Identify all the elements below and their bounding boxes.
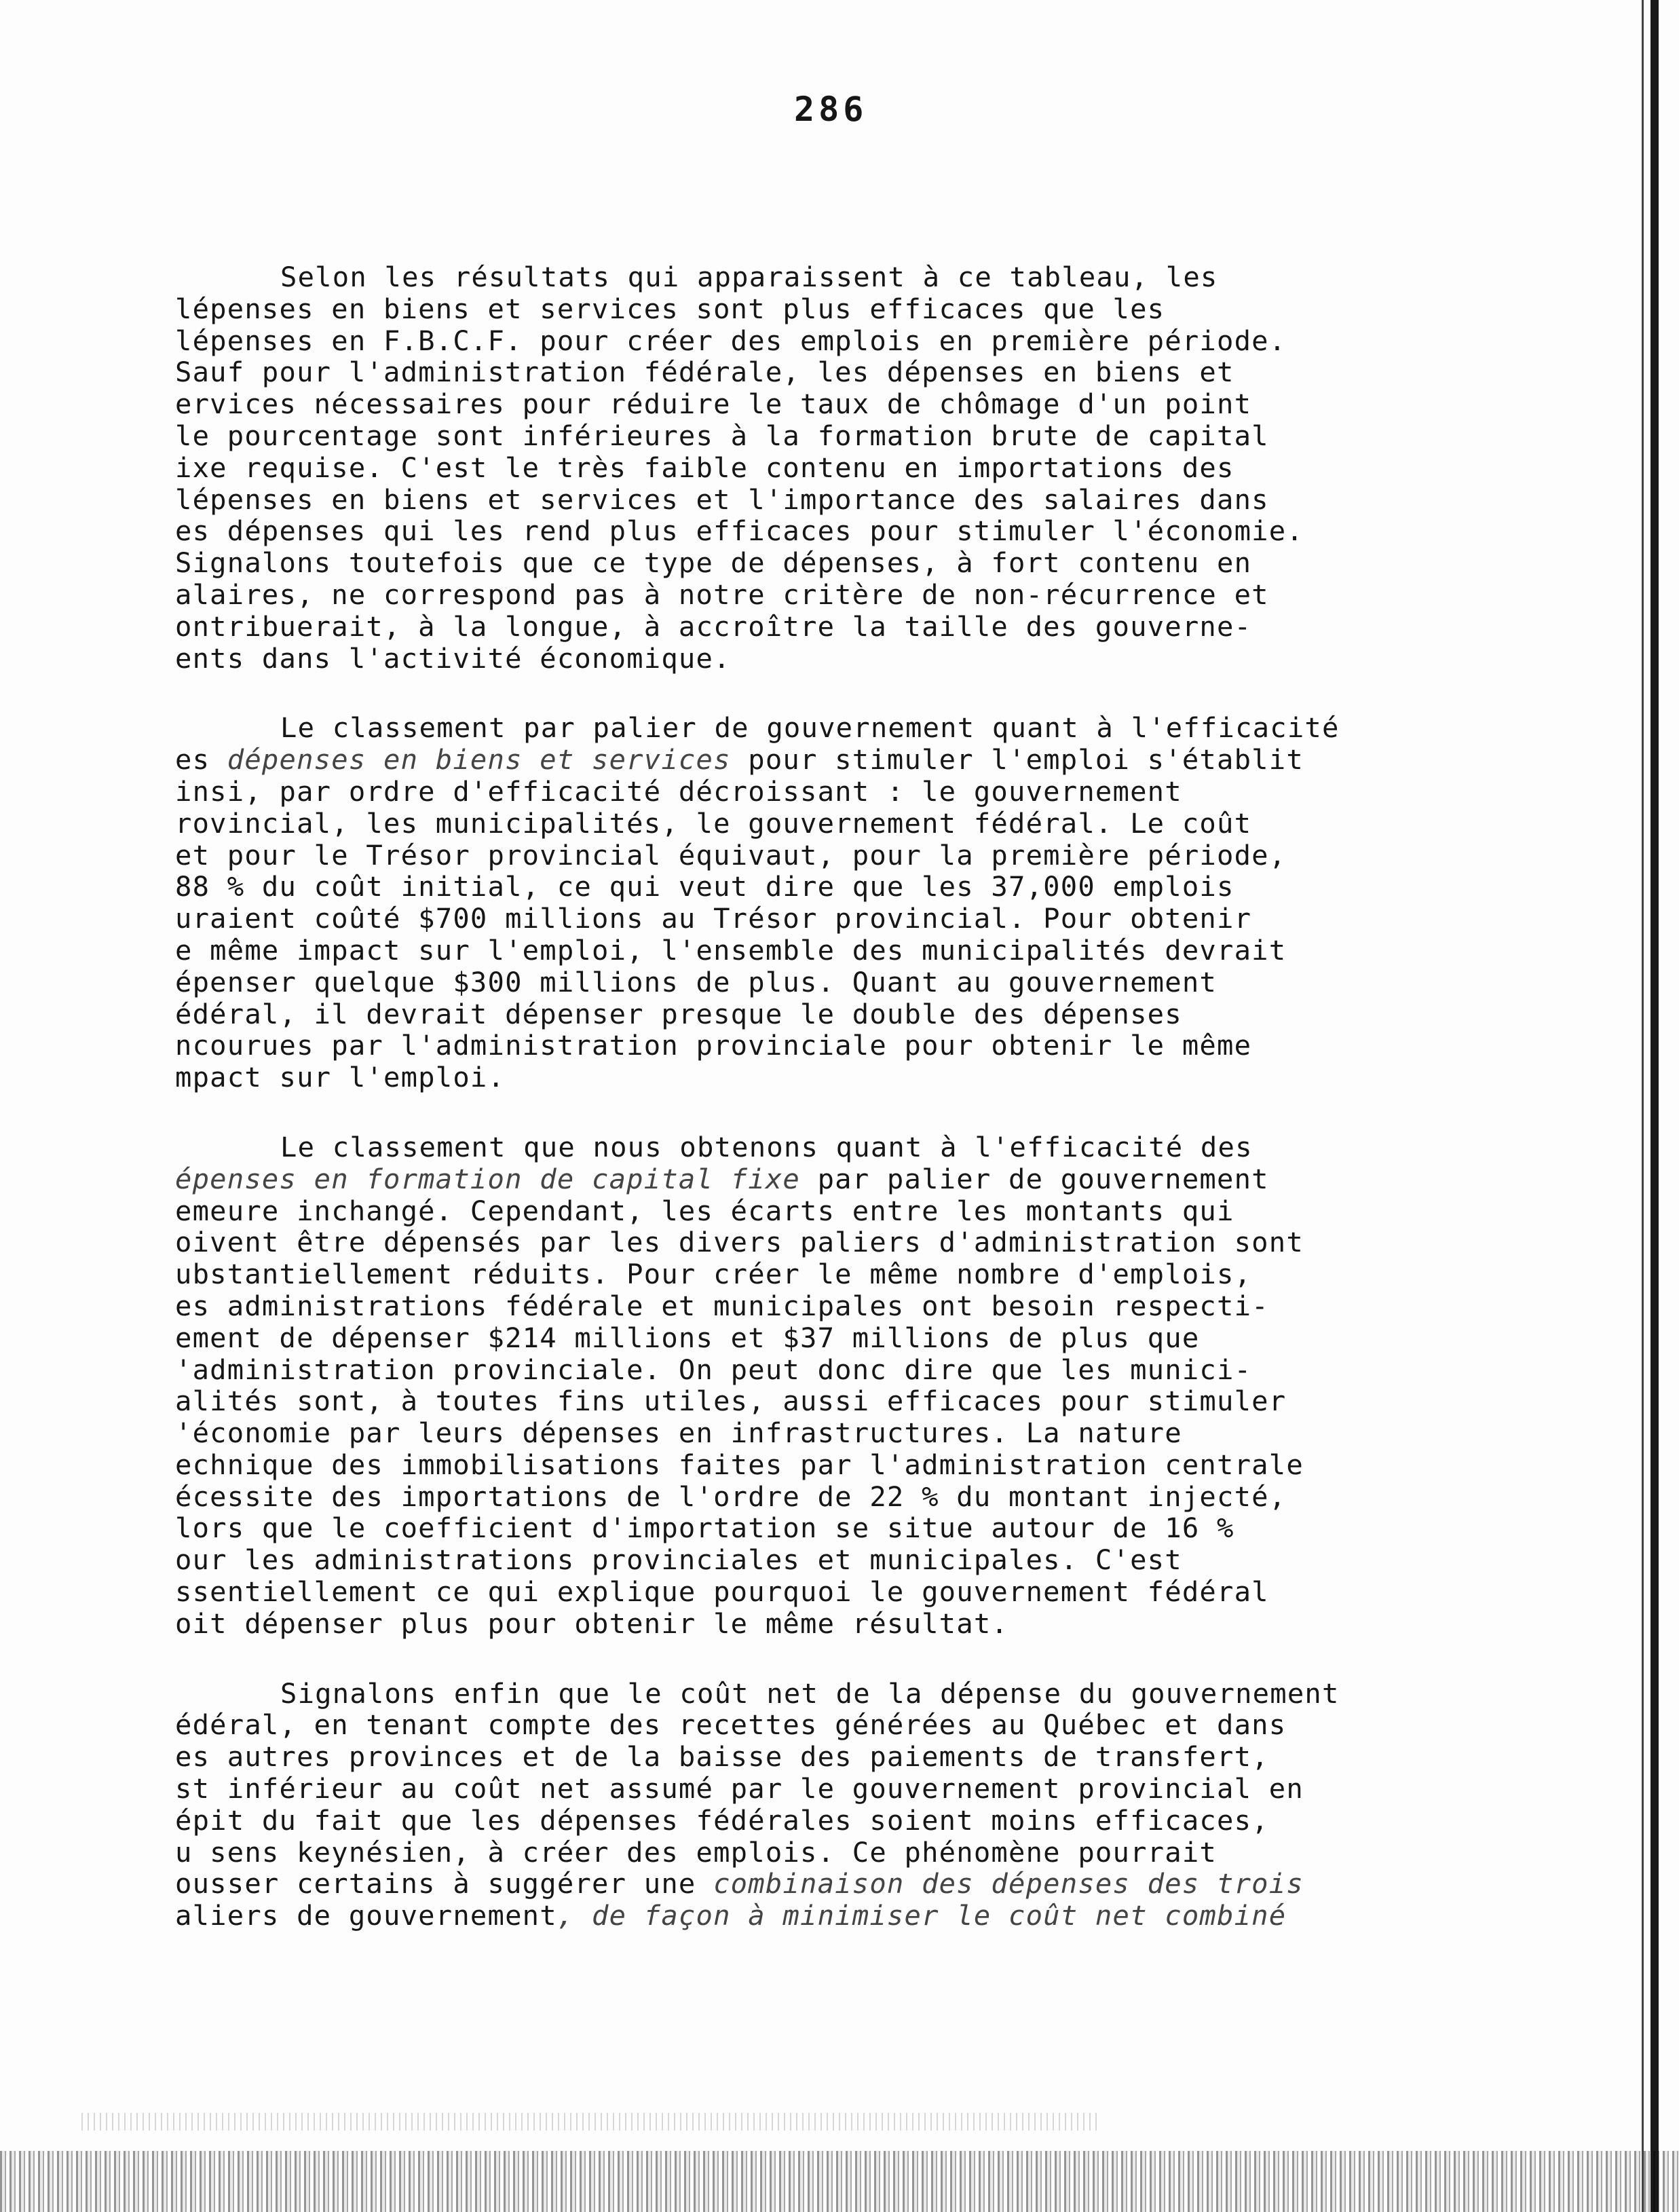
text-line: Selon les résultats qui apparaissent à ce tableau, les (280, 261, 1218, 293)
text-line: aliers de gouvernement, de façon à minimiser le coût net combiné (175, 1899, 1287, 1932)
text-line: et pour le Trésor provincial équivaut, pour la première période, (175, 838, 1287, 871)
text-line: ontribuerait, à la longue, à accroître la taille des gouverne- (175, 610, 1252, 643)
italic-text: épenses en formation de capital fixe (175, 1162, 800, 1195)
text-line: alités sont, à toutes fins utiles, aussi efficaces pour stimuler (175, 1385, 1287, 1418)
text-line: épit du fait que les dépenses fédérales soient moins efficaces, (175, 1803, 1269, 1837)
paragraph-4 (175, 1678, 1465, 1932)
text-line: lors que le coefficient d'importation se situe autour de 16 % (175, 1512, 1234, 1545)
italic-text: dépenses en biens et services (227, 743, 731, 776)
text-line: lépenses en biens et services sont plus efficaces que les (175, 292, 1165, 325)
text-line: 'économie par leurs dépenses en infrastructures. La nature (175, 1417, 1182, 1450)
text-line: ncourues par l'administration provinciale pour obtenir le même (175, 1029, 1252, 1062)
text-line: insi, par ordre d'efficacité décroissant : le gouvernement (175, 774, 1182, 808)
text-line: es administrations fédérale et municipales ont besoin respecti- (175, 1289, 1269, 1322)
text-line: es dépenses en biens et services pour stimuler l'emploi s'établit (175, 743, 1304, 776)
text-line: mpact sur l'emploi. (175, 1061, 506, 1094)
scan-noise-bottom-faint (81, 2113, 1099, 2131)
text-line: édéral, il devrait dépenser presque le double des dépenses (175, 997, 1182, 1030)
paragraph-2 (175, 712, 1465, 1093)
text-line: 88 % du coût initial, ce qui veut dire que les 37,000 emplois (175, 870, 1234, 903)
body-text (175, 261, 1465, 1970)
text-line: u sens keynésien, à créer des emplois. Ce phénomène pourrait (175, 1835, 1217, 1869)
text-line: épenses en formation de capital fixe par palier de gouvernement (175, 1162, 1269, 1195)
text-line: 'administration provinciale. On peut donc dire que les munici- (175, 1353, 1252, 1386)
text-line: ement de dépenser $214 millions et $37 millions de plus que (175, 1321, 1200, 1354)
text-line: épenser quelque $300 millions de plus. Quant au gouvernement (175, 965, 1217, 998)
paragraph-1 (175, 261, 1465, 674)
text-line: ervices nécessaires pour réduire le taux de chômage d'un point (175, 388, 1252, 421)
paragraph-3 (175, 1131, 1465, 1640)
text-line: ents dans l'activité économique. (175, 641, 731, 675)
text-line: ixe requise. C'est le très faible contenu en importations des (175, 451, 1234, 484)
text-line: alaires, ne correspond pas à notre critère de non-récurrence et (175, 578, 1269, 611)
text-line: es dépenses qui les rend plus efficaces pour stimuler l'économie. (175, 514, 1304, 548)
text-line: st inférieur au coût net assumé par le gouvernement provincial en (175, 1772, 1304, 1805)
text-line: our les administrations provinciales et municipales. C'est (175, 1543, 1182, 1577)
text-line: rovincial, les municipalités, le gouvernement fédéral. Le coût (175, 806, 1252, 840)
text-line: le pourcentage sont inférieures à la formation brute de capital (175, 419, 1269, 452)
page-number: 286 (794, 90, 868, 129)
scan-border-right-thin (1642, 0, 1644, 2212)
scan-border-right (1650, 0, 1659, 2212)
text-line: Le classement par palier de gouvernement quant à l'efficacité (280, 711, 1340, 745)
italic-text: combinaison des dépenses des trois (713, 1867, 1304, 1900)
text-line: ousser certains à suggérer une combinaison des dépenses des trois (175, 1867, 1304, 1900)
text-line: es autres provinces et de la baisse des paiements de transfert, (175, 1740, 1269, 1774)
text-line: oit dépenser plus pour obtenir le même résultat. (175, 1607, 1008, 1640)
text-line: Signalons enfin que le coût net de la dépense du gouvernement (280, 1676, 1340, 1710)
text-line: lépenses en biens et services et l'importance des salaires dans (175, 483, 1269, 516)
scan-noise-bottom (0, 2151, 1679, 2212)
text-line: emeure inchangé. Cependant, les écarts entre les montants qui (175, 1194, 1234, 1227)
text-line: lépenses en F.B.C.F. pour créer des emplois en première période. (175, 324, 1287, 357)
text-line: Signalons toutefois que ce type de dépenses, à fort contenu en (175, 546, 1252, 580)
text-line: Le classement que nous obtenons quant à l'efficacité des (280, 1130, 1253, 1163)
text-line: ssentiellement ce qui explique pourquoi le gouvernement fédéral (175, 1575, 1269, 1609)
text-line: oivent être dépensés par les divers paliers d'administration sont (175, 1226, 1304, 1259)
text-line: echnique des immobilisations faites par l'administration centrale (175, 1448, 1304, 1481)
text-line: e même impact sur l'emploi, l'ensemble des municipalités devrait (175, 933, 1287, 967)
text-line: uraient coûté $700 millions au Trésor provincial. Pour obtenir (175, 902, 1252, 935)
italic-text: , de façon à minimiser le coût net combiné (556, 1899, 1287, 1932)
text-line: écessite des importations de l'ordre de 22 % du montant injecté, (175, 1480, 1287, 1513)
text-line: ubstantiellement réduits. Pour créer le même nombre d'emplois, (175, 1258, 1252, 1291)
text-line: Sauf pour l'administration fédérale, les dépenses en biens et (175, 356, 1234, 389)
text-line: édéral, en tenant compte des recettes générées au Québec et dans (175, 1708, 1287, 1742)
